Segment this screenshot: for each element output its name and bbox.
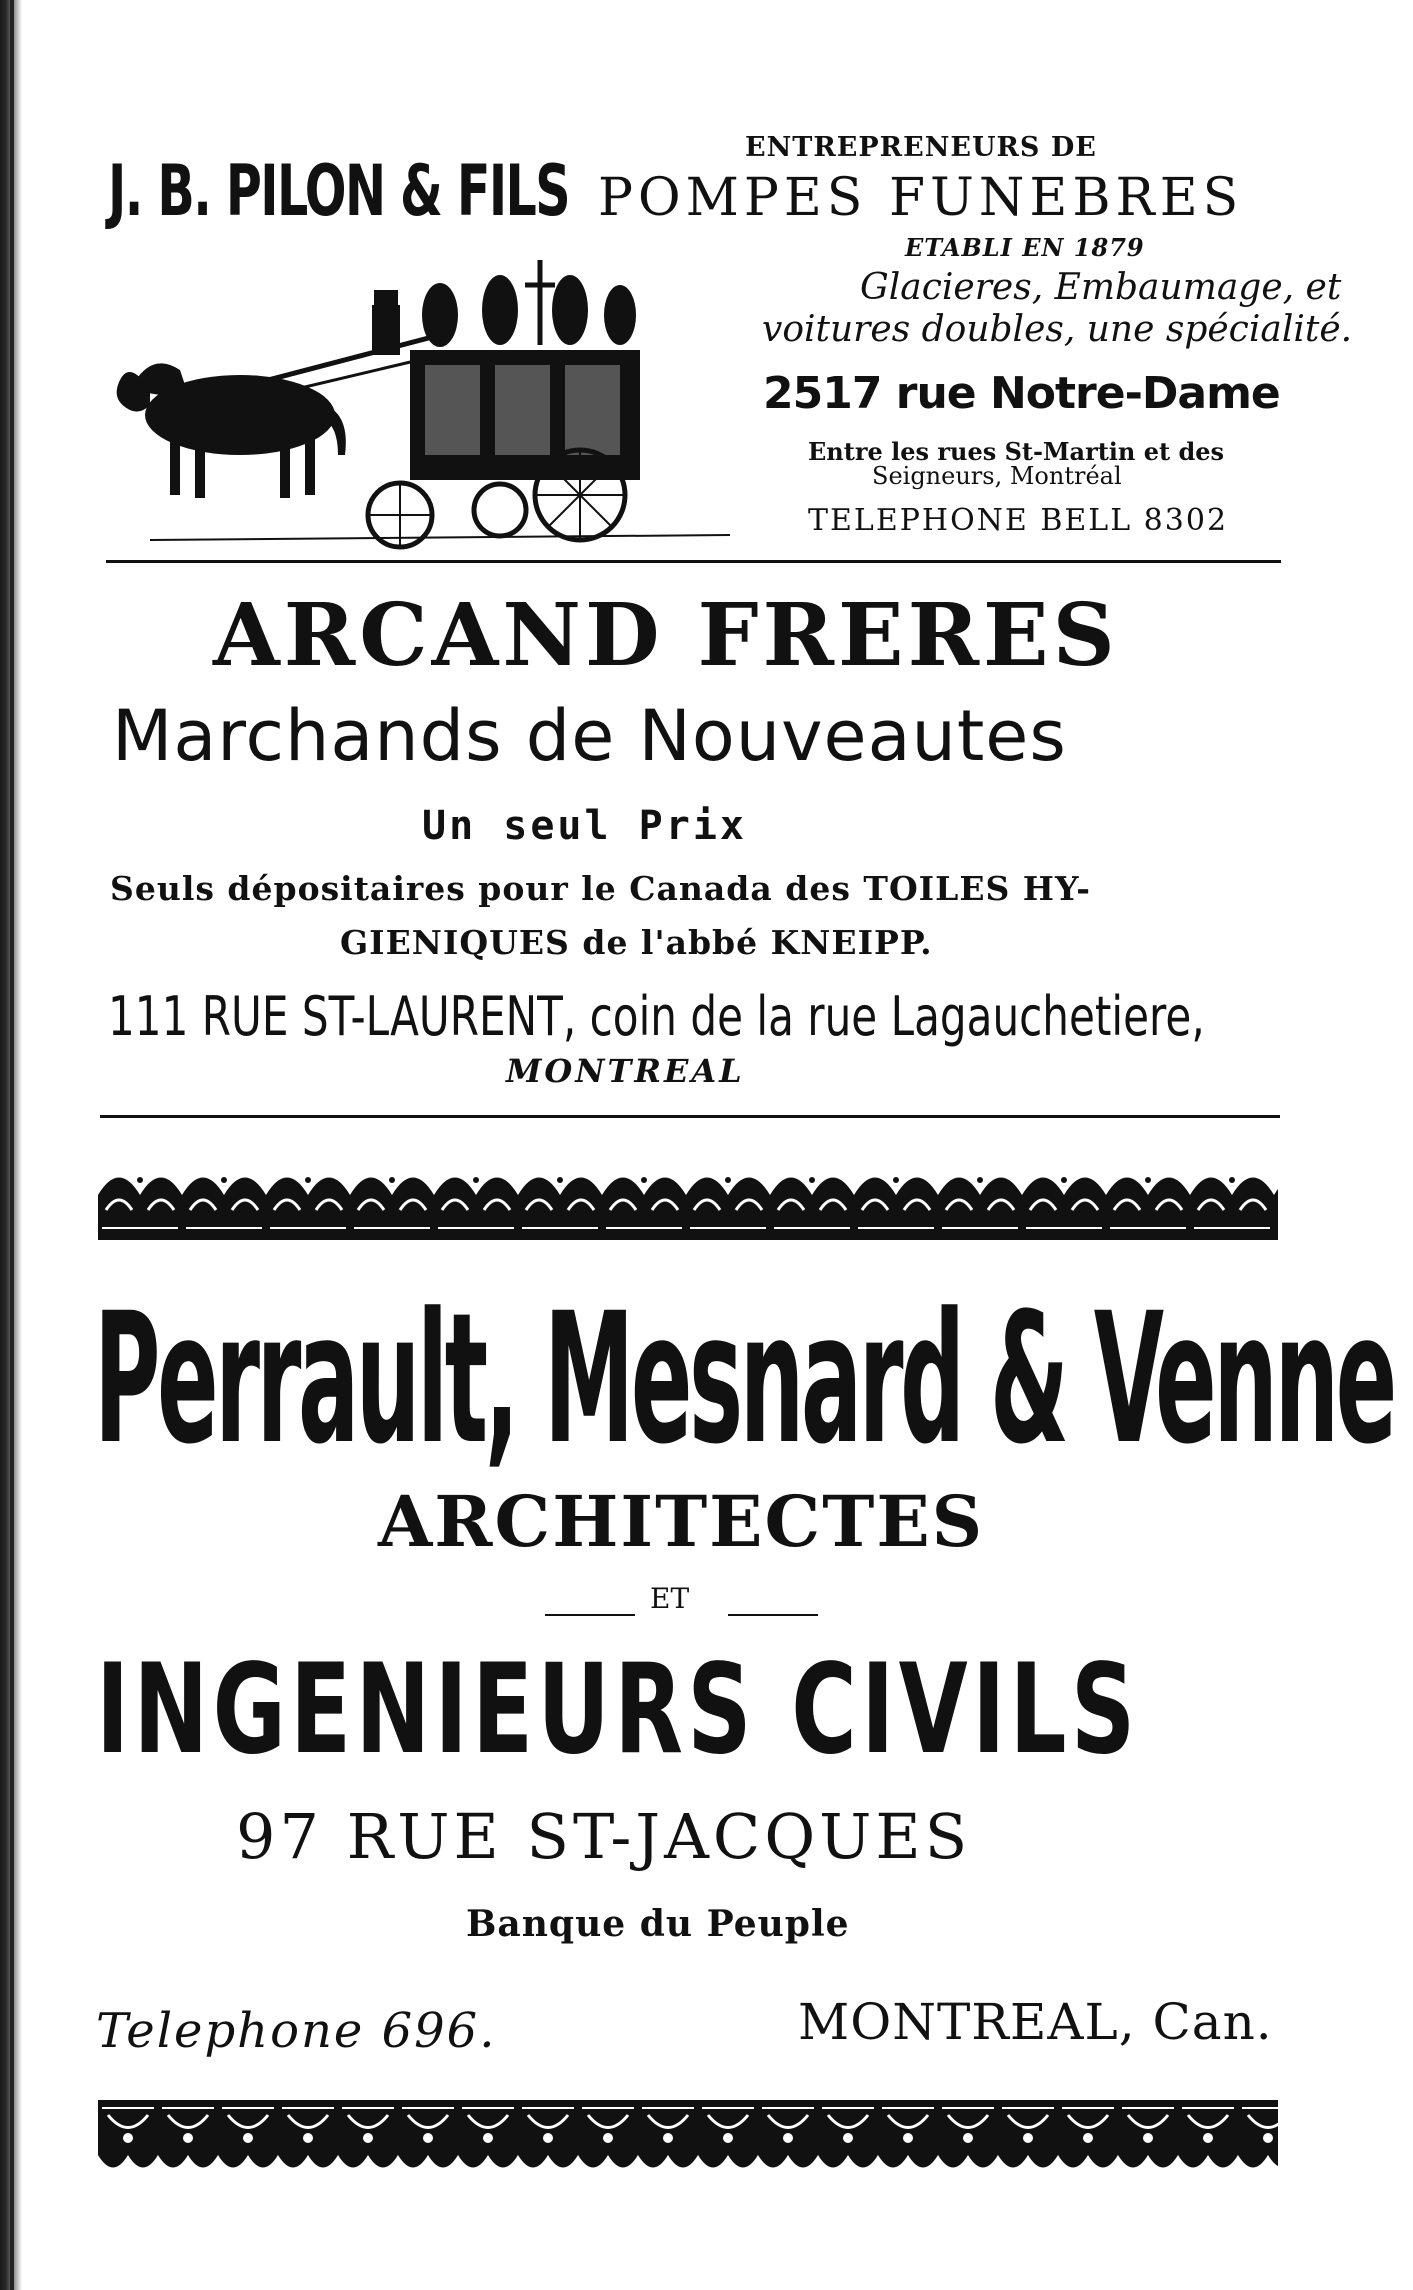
pilon-between-line2: Seigneurs, Montréal <box>872 462 1122 490</box>
ornamental-border-top <box>98 1160 1278 1240</box>
pilon-company-name: J. B. PILON & FILS <box>108 150 570 232</box>
page-binding-edge <box>0 0 30 2290</box>
pilon-trade-line2: POMPES FUNEBRES <box>598 168 1244 228</box>
arcand-depositaires-line2: GIENIQUES de l'abbé KNEIPP. <box>340 923 933 962</box>
arcand-address: 111 RUE ST-LAURENT, coin de la rue Lagauchetiere, <box>108 985 1205 1048</box>
et-left-rule <box>545 1614 635 1616</box>
page-binding-line <box>10 0 14 2290</box>
perrault-profession1: ARCHITECTES <box>378 1480 985 1563</box>
perrault-conjunction: ET <box>650 1582 690 1615</box>
ornamental-border-bottom <box>98 2100 1278 2180</box>
arcand-city: MONTREAL <box>506 1052 745 1090</box>
perrault-profession2: INGENIEURS CIVILS <box>96 1638 1140 1782</box>
arcand-subtitle: Marchands de Nouveautes <box>112 695 1067 777</box>
perrault-city: MONTREAL, Can. <box>798 1993 1273 2051</box>
pilon-established: ETABLI EN 1879 <box>905 233 1145 262</box>
perrault-company-name: Perrault, Mesnard & Venne <box>94 1275 1394 1484</box>
hearse-illustration <box>110 240 760 550</box>
pilon-specialty-line1: Glacieres, Embaumage, et <box>860 267 1342 308</box>
pilon-address: 2517 rue Notre-Dame <box>763 368 1280 419</box>
perrault-building: Banque du Peuple <box>466 1903 850 1945</box>
pilon-trade-line1: ENTREPRENEURS DE <box>745 132 1097 163</box>
perrault-address: 97 RUE ST-JACQUES <box>236 1800 972 1873</box>
pilon-specialty-line2: voitures doubles, une spécialité. <box>762 309 1353 350</box>
arcand-company-name: ARCAND FRERES <box>213 585 1119 686</box>
divider-rule-2 <box>100 1115 1280 1118</box>
et-right-rule <box>728 1614 818 1616</box>
arcand-depositaires-line1: Seuls dépositaires pour le Canada des TOILES HY- <box>110 869 1091 908</box>
pilon-telephone: TELEPHONE BELL 8302 <box>808 503 1229 538</box>
pilon-between-line1: Entre les rues St-Martin et des <box>808 437 1225 466</box>
perrault-telephone: Telephone 696. <box>96 2003 497 2059</box>
arcand-slogan: Un seul Prix <box>422 803 747 849</box>
divider-rule-1 <box>106 560 1281 563</box>
